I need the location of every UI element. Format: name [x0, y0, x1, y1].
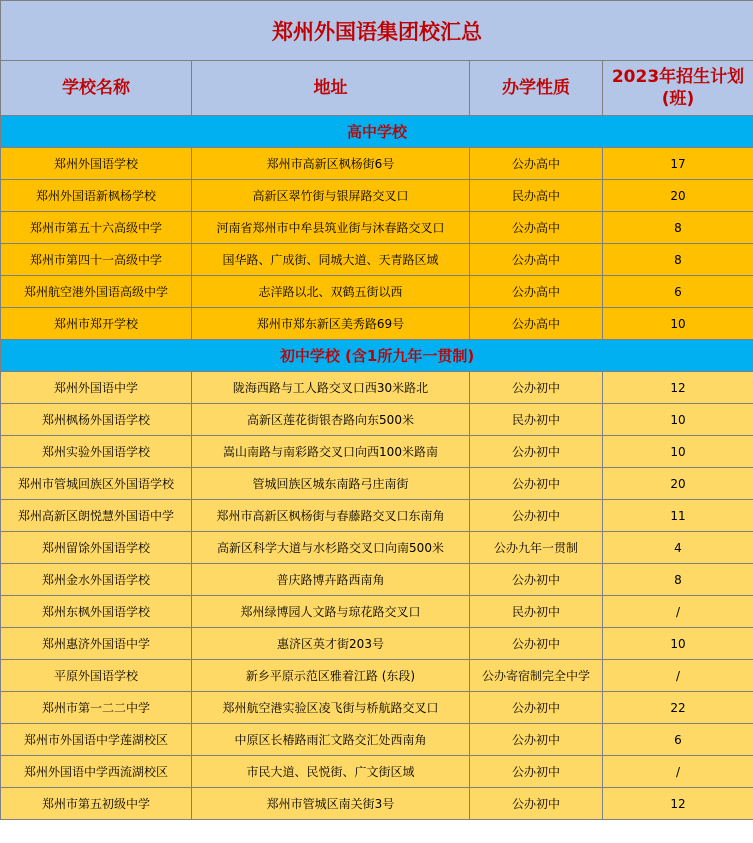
- school-type-cell: 公办初中: [470, 372, 603, 404]
- address-cell: 河南省郑州市中牟县筑业街与沐春路交叉口: [192, 212, 470, 244]
- enrollment-plan-cell: 6: [603, 724, 753, 756]
- school-type-cell: 公办高中: [470, 308, 603, 340]
- school-name-cell: 郑州外国语中学西流湖校区: [1, 756, 192, 788]
- school-type-cell: 公办高中: [470, 148, 603, 180]
- address-cell: 普庆路博卉路西南角: [192, 564, 470, 596]
- enrollment-plan-cell: 8: [603, 212, 753, 244]
- school-name-cell: 郑州实验外国语学校: [1, 436, 192, 468]
- header-row: [1, 61, 753, 116]
- school-type-cell: 公办初中: [470, 756, 603, 788]
- enrollment-plan-cell: 8: [603, 564, 753, 596]
- address-cell: 高新区科学大道与水杉路交叉口向南500米: [192, 532, 470, 564]
- school-name-cell: 平原外国语学校: [1, 660, 192, 692]
- school-name-cell: 郑州航空港外国语高级中学: [1, 276, 192, 308]
- table-row: [1, 724, 753, 756]
- address-cell: 郑州市管城区南关街3号: [192, 788, 470, 820]
- address-cell: 郑州航空港实验区凌飞街与桥航路交叉口: [192, 692, 470, 724]
- section-label: 初中学校 (含1所九年一贯制): [1, 340, 753, 372]
- enrollment-plan-cell: 22: [603, 692, 753, 724]
- address-cell: 郑州市高新区枫杨街与春藤路交叉口东南角: [192, 500, 470, 532]
- school-type-cell: 公办初中: [470, 436, 603, 468]
- school-name-cell: 郑州留馀外国语学校: [1, 532, 192, 564]
- table-row: [1, 500, 753, 532]
- school-name-cell: 郑州市郑开学校: [1, 308, 192, 340]
- school-type-cell: 公办初中: [470, 724, 603, 756]
- address-cell: 高新区莲花街银杏路向东500米: [192, 404, 470, 436]
- school-name-cell: 郑州外国语学校: [1, 148, 192, 180]
- school-type-cell: 公办初中: [470, 468, 603, 500]
- enrollment-plan-cell: 8: [603, 244, 753, 276]
- school-type-cell: 民办初中: [470, 404, 603, 436]
- table-row: [1, 660, 753, 692]
- enrollment-plan-cell: /: [603, 660, 753, 692]
- table-row: [1, 564, 753, 596]
- enrollment-plan-cell: 10: [603, 436, 753, 468]
- enrollment-plan-cell: 10: [603, 628, 753, 660]
- address-cell: 郑州市郑东新区美秀路69号: [192, 308, 470, 340]
- table-row: [1, 468, 753, 500]
- address-cell: 国华路、广成街、同城大道、天青路区域: [192, 244, 470, 276]
- school-name-cell: 郑州枫杨外国语学校: [1, 404, 192, 436]
- school-name-cell: 郑州市第一二二中学: [1, 692, 192, 724]
- address-cell: 志洋路以北、双鹤五街以西: [192, 276, 470, 308]
- header-school-name: 学校名称: [1, 61, 192, 116]
- school-type-cell: 公办九年一贯制: [470, 532, 603, 564]
- enrollment-plan-cell: 11: [603, 500, 753, 532]
- section-label: 高中学校: [1, 116, 753, 148]
- school-type-cell: 公办初中: [470, 500, 603, 532]
- address-cell: 郑州绿博园人文路与琼花路交叉口: [192, 596, 470, 628]
- section-row: [1, 116, 753, 148]
- table-row: [1, 596, 753, 628]
- enrollment-plan-cell: /: [603, 756, 753, 788]
- school-type-cell: 公办初中: [470, 692, 603, 724]
- table-row: [1, 628, 753, 660]
- table-row: [1, 532, 753, 564]
- table-row: [1, 180, 753, 212]
- school-name-cell: 郑州高新区朗悦慧外国语中学: [1, 500, 192, 532]
- enrollment-plan-cell: 10: [603, 308, 753, 340]
- table-row: [1, 436, 753, 468]
- table-row: [1, 212, 753, 244]
- school-name-cell: 郑州市管城回族区外国语学校: [1, 468, 192, 500]
- table-title: 郑州外国语集团校汇总: [1, 1, 753, 61]
- address-cell: 新乡平原示范区雅着江路 (东段): [192, 660, 470, 692]
- address-cell: 惠济区英才街203号: [192, 628, 470, 660]
- school-name-cell: 郑州外国语中学: [1, 372, 192, 404]
- school-type-cell: 公办寄宿制完全中学: [470, 660, 603, 692]
- school-name-cell: 郑州东枫外国语学校: [1, 596, 192, 628]
- school-type-cell: 民办初中: [470, 596, 603, 628]
- enrollment-plan-cell: 6: [603, 276, 753, 308]
- school-type-cell: 公办初中: [470, 788, 603, 820]
- school-type-cell: 公办高中: [470, 212, 603, 244]
- table-row: [1, 244, 753, 276]
- enrollment-plan-cell: /: [603, 596, 753, 628]
- enrollment-plan-cell: 4: [603, 532, 753, 564]
- enrollment-plan-cell: 17: [603, 148, 753, 180]
- address-cell: 中原区长椿路雨汇文路交汇处西南角: [192, 724, 470, 756]
- address-cell: 管城回族区城东南路弓庄南街: [192, 468, 470, 500]
- enrollment-plan-cell: 20: [603, 468, 753, 500]
- enrollment-plan-cell: 12: [603, 372, 753, 404]
- table-row: [1, 276, 753, 308]
- address-cell: 市民大道、民悦街、广文街区域: [192, 756, 470, 788]
- school-type-cell: 公办初中: [470, 628, 603, 660]
- enrollment-plan-cell: 20: [603, 180, 753, 212]
- school-name-cell: 郑州市第五十六高级中学: [1, 212, 192, 244]
- school-type-cell: 公办高中: [470, 276, 603, 308]
- enrollment-plan-cell: 12: [603, 788, 753, 820]
- school-type-cell: 民办高中: [470, 180, 603, 212]
- school-name-cell: 郑州市第四十一高级中学: [1, 244, 192, 276]
- address-cell: 陇海西路与工人路交叉口西30米路北: [192, 372, 470, 404]
- address-cell: 高新区翠竹街与银屏路交叉口: [192, 180, 470, 212]
- school-name-cell: 郑州外国语新枫杨学校: [1, 180, 192, 212]
- table-row: [1, 756, 753, 788]
- table-row: [1, 372, 753, 404]
- header-school-type: 办学性质: [470, 61, 603, 116]
- enrollment-plan-cell: 10: [603, 404, 753, 436]
- table-row: [1, 308, 753, 340]
- header-address: 地址: [192, 61, 470, 116]
- address-cell: 嵩山南路与南彩路交叉口向西100米路南: [192, 436, 470, 468]
- school-type-cell: 公办高中: [470, 244, 603, 276]
- address-cell: 郑州市高新区枫杨街6号: [192, 148, 470, 180]
- school-name-cell: 郑州金水外国语学校: [1, 564, 192, 596]
- table-row: [1, 148, 753, 180]
- school-name-cell: 郑州惠济外国语中学: [1, 628, 192, 660]
- table-row: [1, 404, 753, 436]
- school-name-cell: 郑州市外国语中学莲湖校区: [1, 724, 192, 756]
- title-row: [1, 1, 753, 61]
- table-row: [1, 692, 753, 724]
- school-type-cell: 公办初中: [470, 564, 603, 596]
- school-name-cell: 郑州市第五初级中学: [1, 788, 192, 820]
- section-row: [1, 340, 753, 372]
- table-row: [1, 788, 753, 820]
- header-enrollment-plan: 2023年招生计划(班): [603, 61, 753, 116]
